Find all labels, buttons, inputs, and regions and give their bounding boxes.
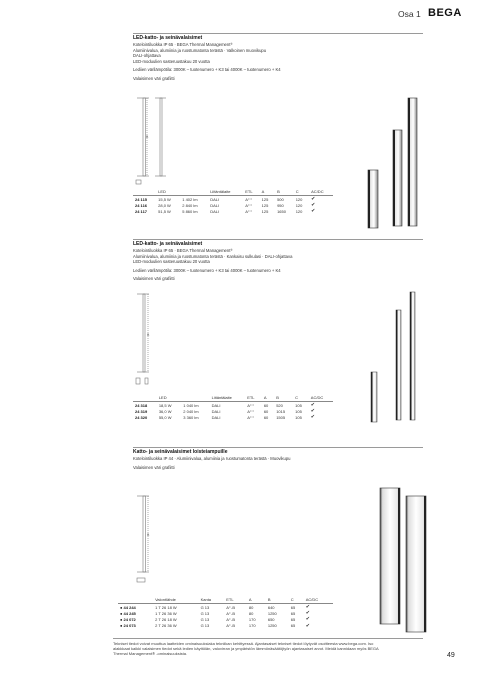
table-row: 24 116 28,0 W 2 840 lm DALI A⁺⁺ 125 950 120 ✔ xyxy=(135,202,316,209)
svg-text:B: B xyxy=(147,333,150,337)
section-title: Katto- ja seinävalaisimet loisteiampuille xyxy=(133,449,228,455)
color-temp-line: Lediien värilämpötila: 3000K – tuotenumero + K3 tai 4000K – tuotenumero + K4 xyxy=(133,67,281,73)
color-line: Valaisimen väri grafiitti xyxy=(133,276,175,282)
dimension-drawing xyxy=(133,94,178,189)
lamp-photo xyxy=(360,90,430,240)
table-row: 24 318 18,5 W 1 040 lm DALI A⁺⁺ 60 520 105 ✔ xyxy=(135,402,315,409)
svg-text:B: B xyxy=(147,533,150,537)
spec-line: LED-moduulien sasteruustakuu 20 vuotta xyxy=(133,58,210,64)
section-2-text xyxy=(133,241,363,282)
spec-line: Alumiinivalua, alumiinia ja ruostumatonta terästä · Kankaisu sulkulasi · DALI-ohjattava xyxy=(133,253,293,259)
page-number: 49 xyxy=(447,652,455,659)
table-row: 24 319 36,0 W 2 040 lm DALI A⁺⁺ 60 1015 105 ✔ xyxy=(135,408,315,415)
product-table: Valontlähde Kanta ETL A B C AC/DC ● 44 244 1 T 26 18 W G 13 A⁺-B 80 640 65 ✔ ● 44 245 1 T 26 36 W G 13 A⁺-B 80 1250 65 ✔ ● 24 072 2 T 26 18 W G 13 A⁺-B 170 650 65 ✔ ● 24 073 2 T 26 36 W G 13 A⁺-B 170 1250 65 ✔ xyxy=(118,596,333,629)
table-row: ● 24 073 2 T 26 36 W G 13 A⁺-B 170 1250 65 ✔ xyxy=(120,622,310,629)
color-line: Valaisimen väri grafiitti xyxy=(133,464,175,470)
table-row: ● 44 244 1 T 26 18 W G 13 A⁺-B 80 640 65 ✔ xyxy=(120,604,310,611)
section-divider xyxy=(133,239,423,240)
spec-line: DALI-ohjattava xyxy=(133,53,161,59)
footer-divider xyxy=(113,638,423,639)
color-line: Valaisimen väri grafiitti xyxy=(133,75,175,81)
section-title: LED-katto- ja seinävalaisimet xyxy=(133,241,203,247)
table-row: 24 115 15,5 W 1 402 lm DALI A⁺⁺ 125 500 120 ✔ xyxy=(135,196,316,203)
section-1-text xyxy=(133,35,363,82)
spec-line: Alumiinivalua, alumiinia ja ruostumatonta terästä · Valkoinen muovikupu xyxy=(133,47,267,53)
lamp-photo xyxy=(360,290,430,440)
product-table: LED Liitäntälaite ETL A B C AC/DC 24 318 18,5 W 1 040 lm DALI A⁺⁺ 60 520 105 ✔ 24 319 36,0 W 2 040 lm DALI A⁺⁺ 60 1015 105 ✔ 24 320 55,0 W 3 360 lm DALI A⁺⁺ 60 1505 105 ✔ xyxy=(133,394,333,421)
svg-text:B: B xyxy=(146,135,149,139)
lamp-photo xyxy=(374,484,434,634)
part-label: Osa 1 xyxy=(398,9,421,19)
section-divider xyxy=(133,447,423,448)
dimension-drawing xyxy=(133,492,168,592)
section-divider xyxy=(133,33,423,34)
spec-line: Kotelointiluokka IP 65 · BEGA Thermal Management® xyxy=(133,248,233,253)
table-row: ● 44 245 1 T 26 36 W G 13 A⁺-B 80 1250 65 ✔ xyxy=(120,610,310,617)
section-3-text xyxy=(133,449,363,470)
table-row: 24 320 55,0 W 3 360 lm DALI A⁺⁺ 60 1505 105 ✔ xyxy=(135,414,315,421)
section-title: LED-katto- ja seinävalaisimet xyxy=(133,35,203,41)
table-row: ● 24 072 2 T 26 18 W G 13 A⁺-B 170 650 65 ✔ xyxy=(120,616,310,623)
dimension-drawing xyxy=(133,290,168,395)
footer-note: Tekniset tiedot voivat muuttua laatteiden ominaisuuksiaka tekniikan kehittyessä. Ajantasaiset tekniset tiedot löytyvät osoitteesta www.bega.com. Iso alakkkaat kaikki valaisimen tiedot sekä ledien käyttöiän, valovirran ja ympäristön lämmönäsäätöjtyön ajantasaiset arvot. Meidä kannidaan myös BEGA Thermal Management® -ominaisuuksista. xyxy=(113,641,379,657)
product-table: LED Liitäntälaite ETL A B C AC/DC 24 115 15,5 W 1 402 lm DALI A⁺⁺ 125 500 120 ✔ 24 116 28,0 W 2 840 lm DALI A⁺⁺ 125 950 120 ✔ 24 117 51,5 W 5 860 lm DALI A⁺⁺ 125 1650 120 ✔ xyxy=(133,188,333,215)
table-row: 24 117 51,5 W 5 860 lm DALI A⁺⁺ 125 1650 120 ✔ xyxy=(135,208,316,215)
spec-line: LED-moduulien sasteruustakuu 20 vuotta xyxy=(133,259,210,265)
brand-logo: BEGA xyxy=(428,7,462,19)
spec-line: Kotelointiluokka IP 44 · Alumiinivalua, alumiinia ja ruostumatonta terästä · Muovikupu xyxy=(133,456,291,461)
spec-line: Kotelointiluokka IP 65 · BEGA Thermal Management® xyxy=(133,42,233,47)
color-temp-line: Lediien värilämpötila: 3000K – tuotenumero + K3 tai 4000K – tuotenumero + K4 xyxy=(133,267,281,273)
